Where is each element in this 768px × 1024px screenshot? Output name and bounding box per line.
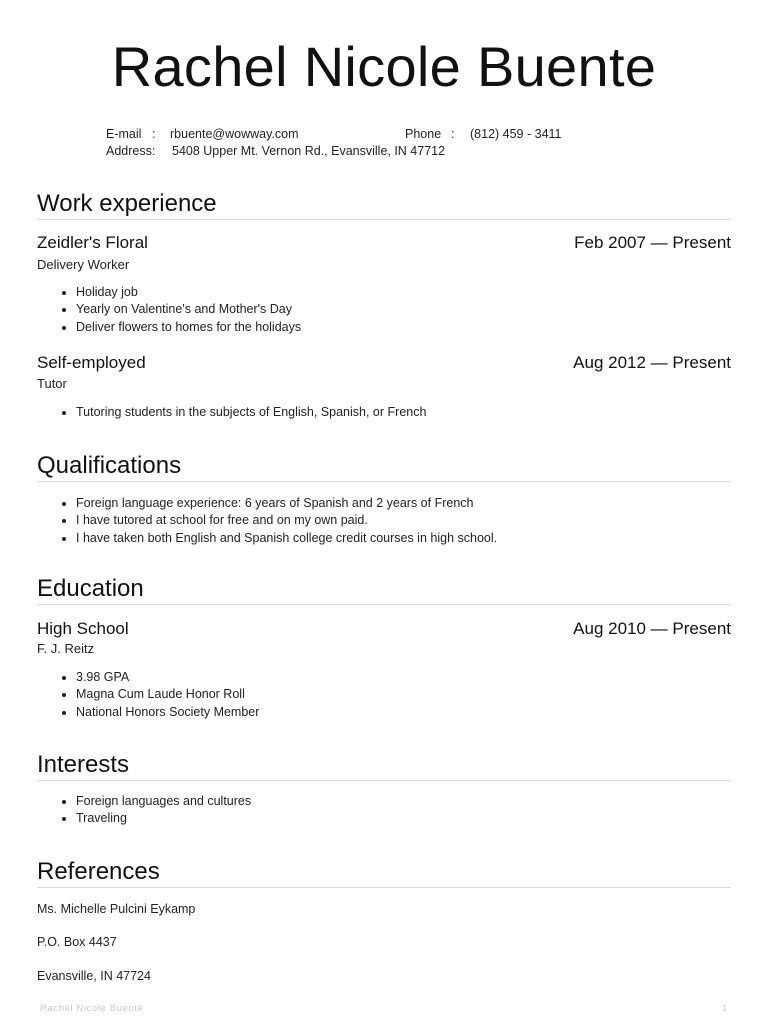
entry-dates: Aug 2012 — Present <box>573 353 731 372</box>
entry-heading <box>37 619 731 639</box>
address-value: 5408 Upper Mt. Vernon Rd., Evansville, IN 47712 <box>172 144 446 158</box>
reference-city-line: Evansville, IN 47724 <box>37 969 151 983</box>
phone-separator: : <box>451 127 455 141</box>
bullet-list <box>76 669 259 721</box>
list-item: I have taken both English and Spanish college credit courses in high school. <box>76 530 497 547</box>
entry-heading <box>37 233 731 253</box>
section-title-education: Education <box>37 575 731 605</box>
entry-role: Tutor <box>37 376 67 391</box>
list-item: National Honors Society Member <box>76 704 259 721</box>
list-item: Yearly on Valentine's and Mother's Day <box>76 301 301 318</box>
list-item: 3.98 GPA <box>76 669 259 686</box>
email-label: E-mail <box>106 127 142 141</box>
section-title-interests: Interests <box>37 751 731 781</box>
section-title-qualifications: Qualifications <box>37 452 731 482</box>
email-separator: : <box>152 127 156 141</box>
candidate-name: Rachel Nicole Buente <box>111 35 657 98</box>
phone-value: (812) 459 - 3411 <box>470 127 562 141</box>
list-item: Foreign language experience: 6 years of Spanish and 2 years of French <box>76 495 497 512</box>
bullet-list <box>76 495 497 547</box>
footer-name: Rachel Nicole Buente <box>40 1003 144 1014</box>
bullet-list <box>76 404 426 421</box>
section-title-references: References <box>37 858 731 888</box>
email-value: rbuente@wowway.com <box>170 127 299 141</box>
page-number: 1 <box>722 1003 728 1014</box>
entry-heading <box>37 353 731 373</box>
phone-label: Phone <box>405 127 442 141</box>
entry-dates: Aug 2010 — Present <box>573 619 731 638</box>
reference-name: Ms. Michelle Pulcini Eykamp <box>37 902 196 916</box>
entry-role: Delivery Worker <box>37 257 130 272</box>
bullet-list <box>76 793 251 828</box>
entry-org: High School <box>37 619 129 638</box>
list-item: I have tutored at school for free and on my own paid. <box>76 512 497 529</box>
address-label: Address: <box>106 144 156 158</box>
list-item: Magna Cum Laude Honor Roll <box>76 686 259 703</box>
section-title-work: Work experience <box>37 190 731 220</box>
list-item: Deliver flowers to homes for the holidays <box>76 319 301 336</box>
list-item: Tutoring students in the subjects of English, Spanish, or French <box>76 404 426 421</box>
reference-address-line: P.O. Box 4437 <box>37 935 117 949</box>
bullet-list <box>76 284 301 336</box>
list-item: Holiday job <box>76 284 301 301</box>
entry-org: Self-employed <box>37 353 146 372</box>
entry-org: Zeidler's Floral <box>37 233 148 252</box>
entry-dates: Feb 2007 — Present <box>574 233 731 252</box>
list-item: Foreign languages and cultures <box>76 793 251 810</box>
list-item: Traveling <box>76 810 251 827</box>
entry-role: F. J. Reitz <box>37 641 95 656</box>
